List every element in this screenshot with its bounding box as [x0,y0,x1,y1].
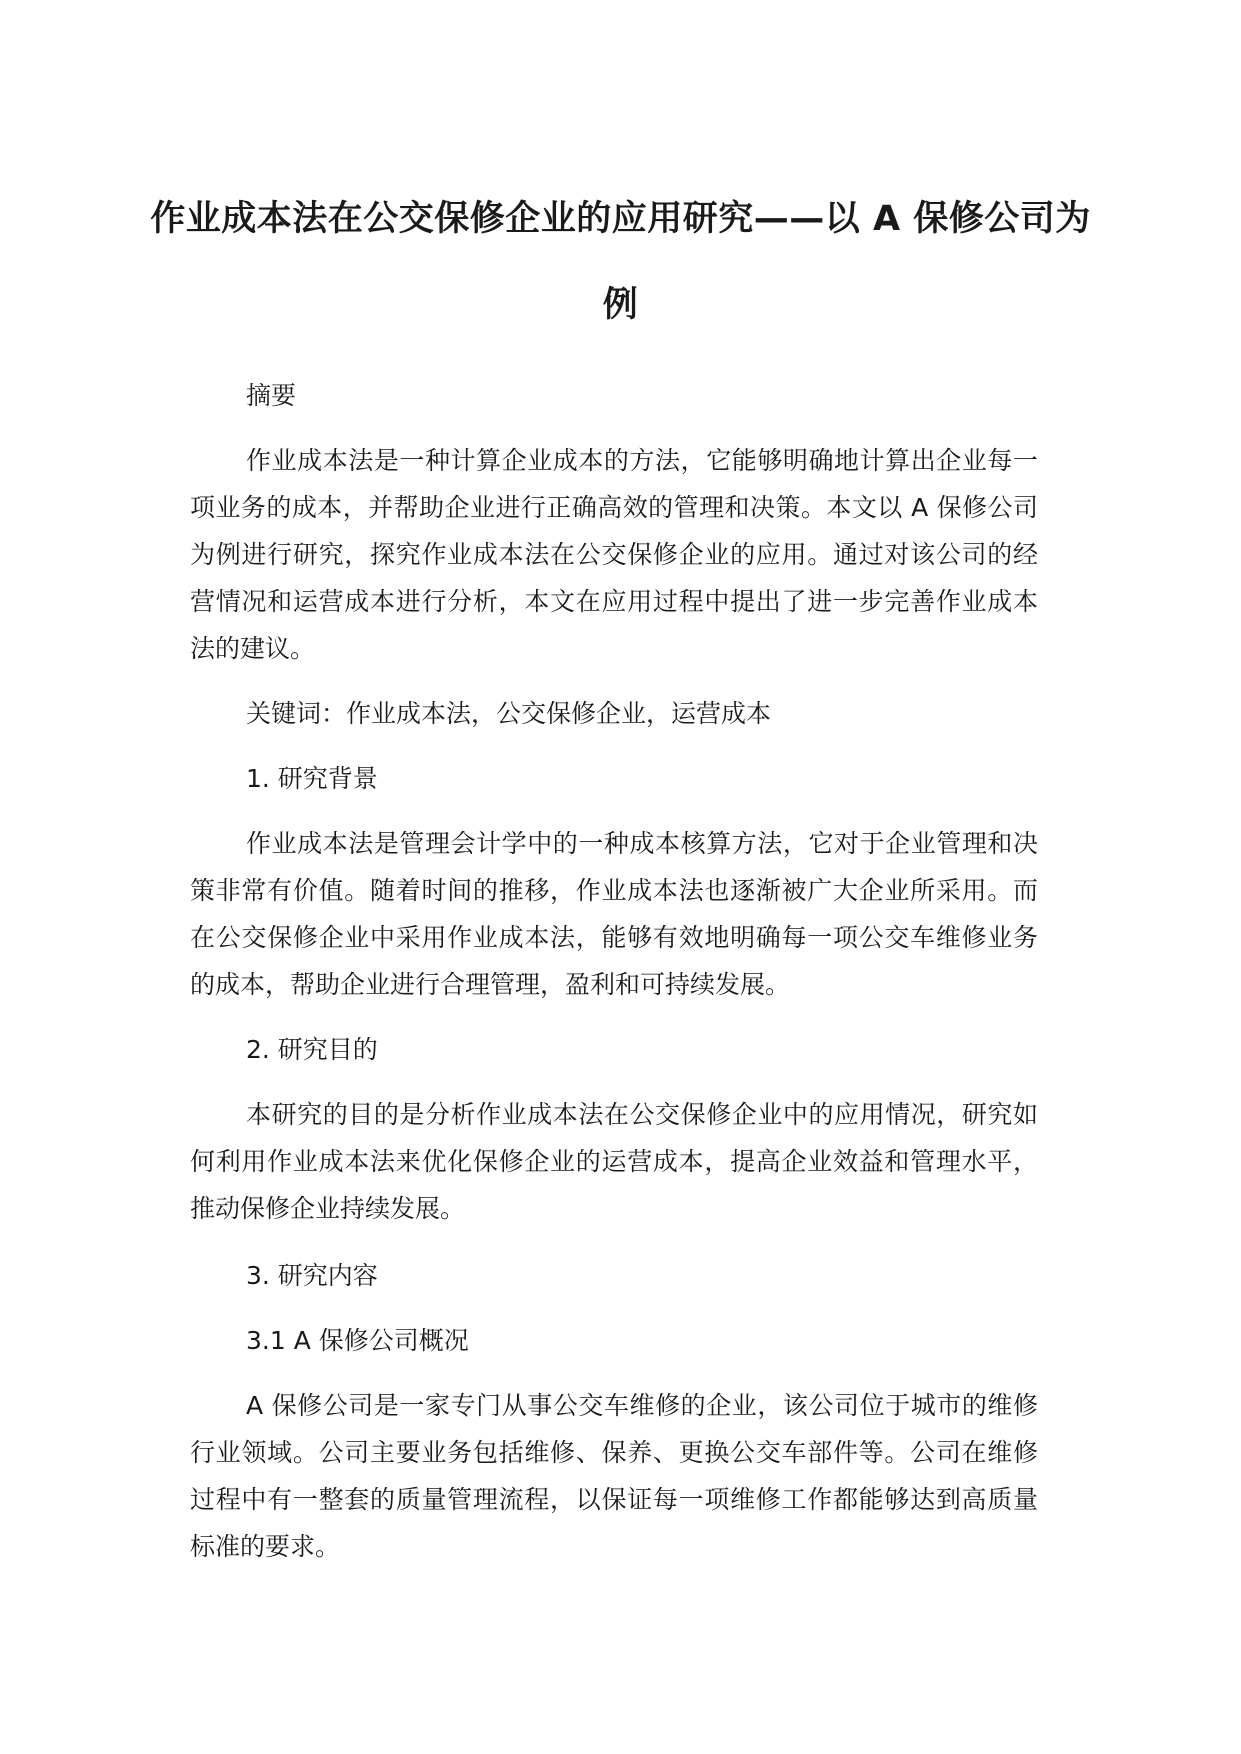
keywords-line: 关键词：作业成本法，公交保修企业，运营成本 [246,699,772,728]
document-body [190,372,1038,1570]
section-1-paragraph: 作业成本法是管理会计学中的一种成本核算方法，它对于企业管理和决策非常有价值。随着时间的推移，作业成本法也逐渐被广大企业所采用。而在公交保修企业中采用作业成本法，能够有效地明确每一项公交车维修业务的成本，帮助企业进行合理管理，盈利和可持续发展。 [190,829,1038,999]
section-3-heading: 3. 研究内容 [246,1261,378,1290]
section-3-1-heading: 3.1 A 保修公司概况 [246,1326,469,1355]
section-3-1-paragraph: A 保修公司是一家专门从事公交车维修的企业，该公司位于城市的维修行业领域。公司主要业务包括维修、保养、更换公交车部件等。公司在维修过程中有一整套的质量管理流程，以保证每一项维修工作都能够达到高质量标准的要求。 [190,1391,1038,1561]
abstract-heading: 摘要 [246,381,297,410]
section-1-heading: 1. 研究背景 [246,764,378,793]
section-2-heading: 2. 研究目的 [246,1035,378,1064]
section-2-paragraph: 本研究的目的是分析作业成本法在公交保修企业中的应用情况，研究如何利用作业成本法来优化保修企业的运营成本，提高企业效益和管理水平，推动保修企业持续发展。 [190,1100,1038,1223]
abstract-paragraph: 作业成本法是一种计算企业成本的方法，它能够明确地计算出企业每一项业务的成本，并帮助企业进行正确高效的管理和决策。本文以 A 保修公司为例进行研究，探究作业成本法在公交保修企业的应用。通过对该公司的经营情况和运营成本进行分析，本文在应用过程中提出了进一步完善作业成本法的建议。 [190,446,1038,663]
document-title: 作业成本法在公交保修企业的应用研究——以 A 保修公司为例 [150,199,1091,325]
